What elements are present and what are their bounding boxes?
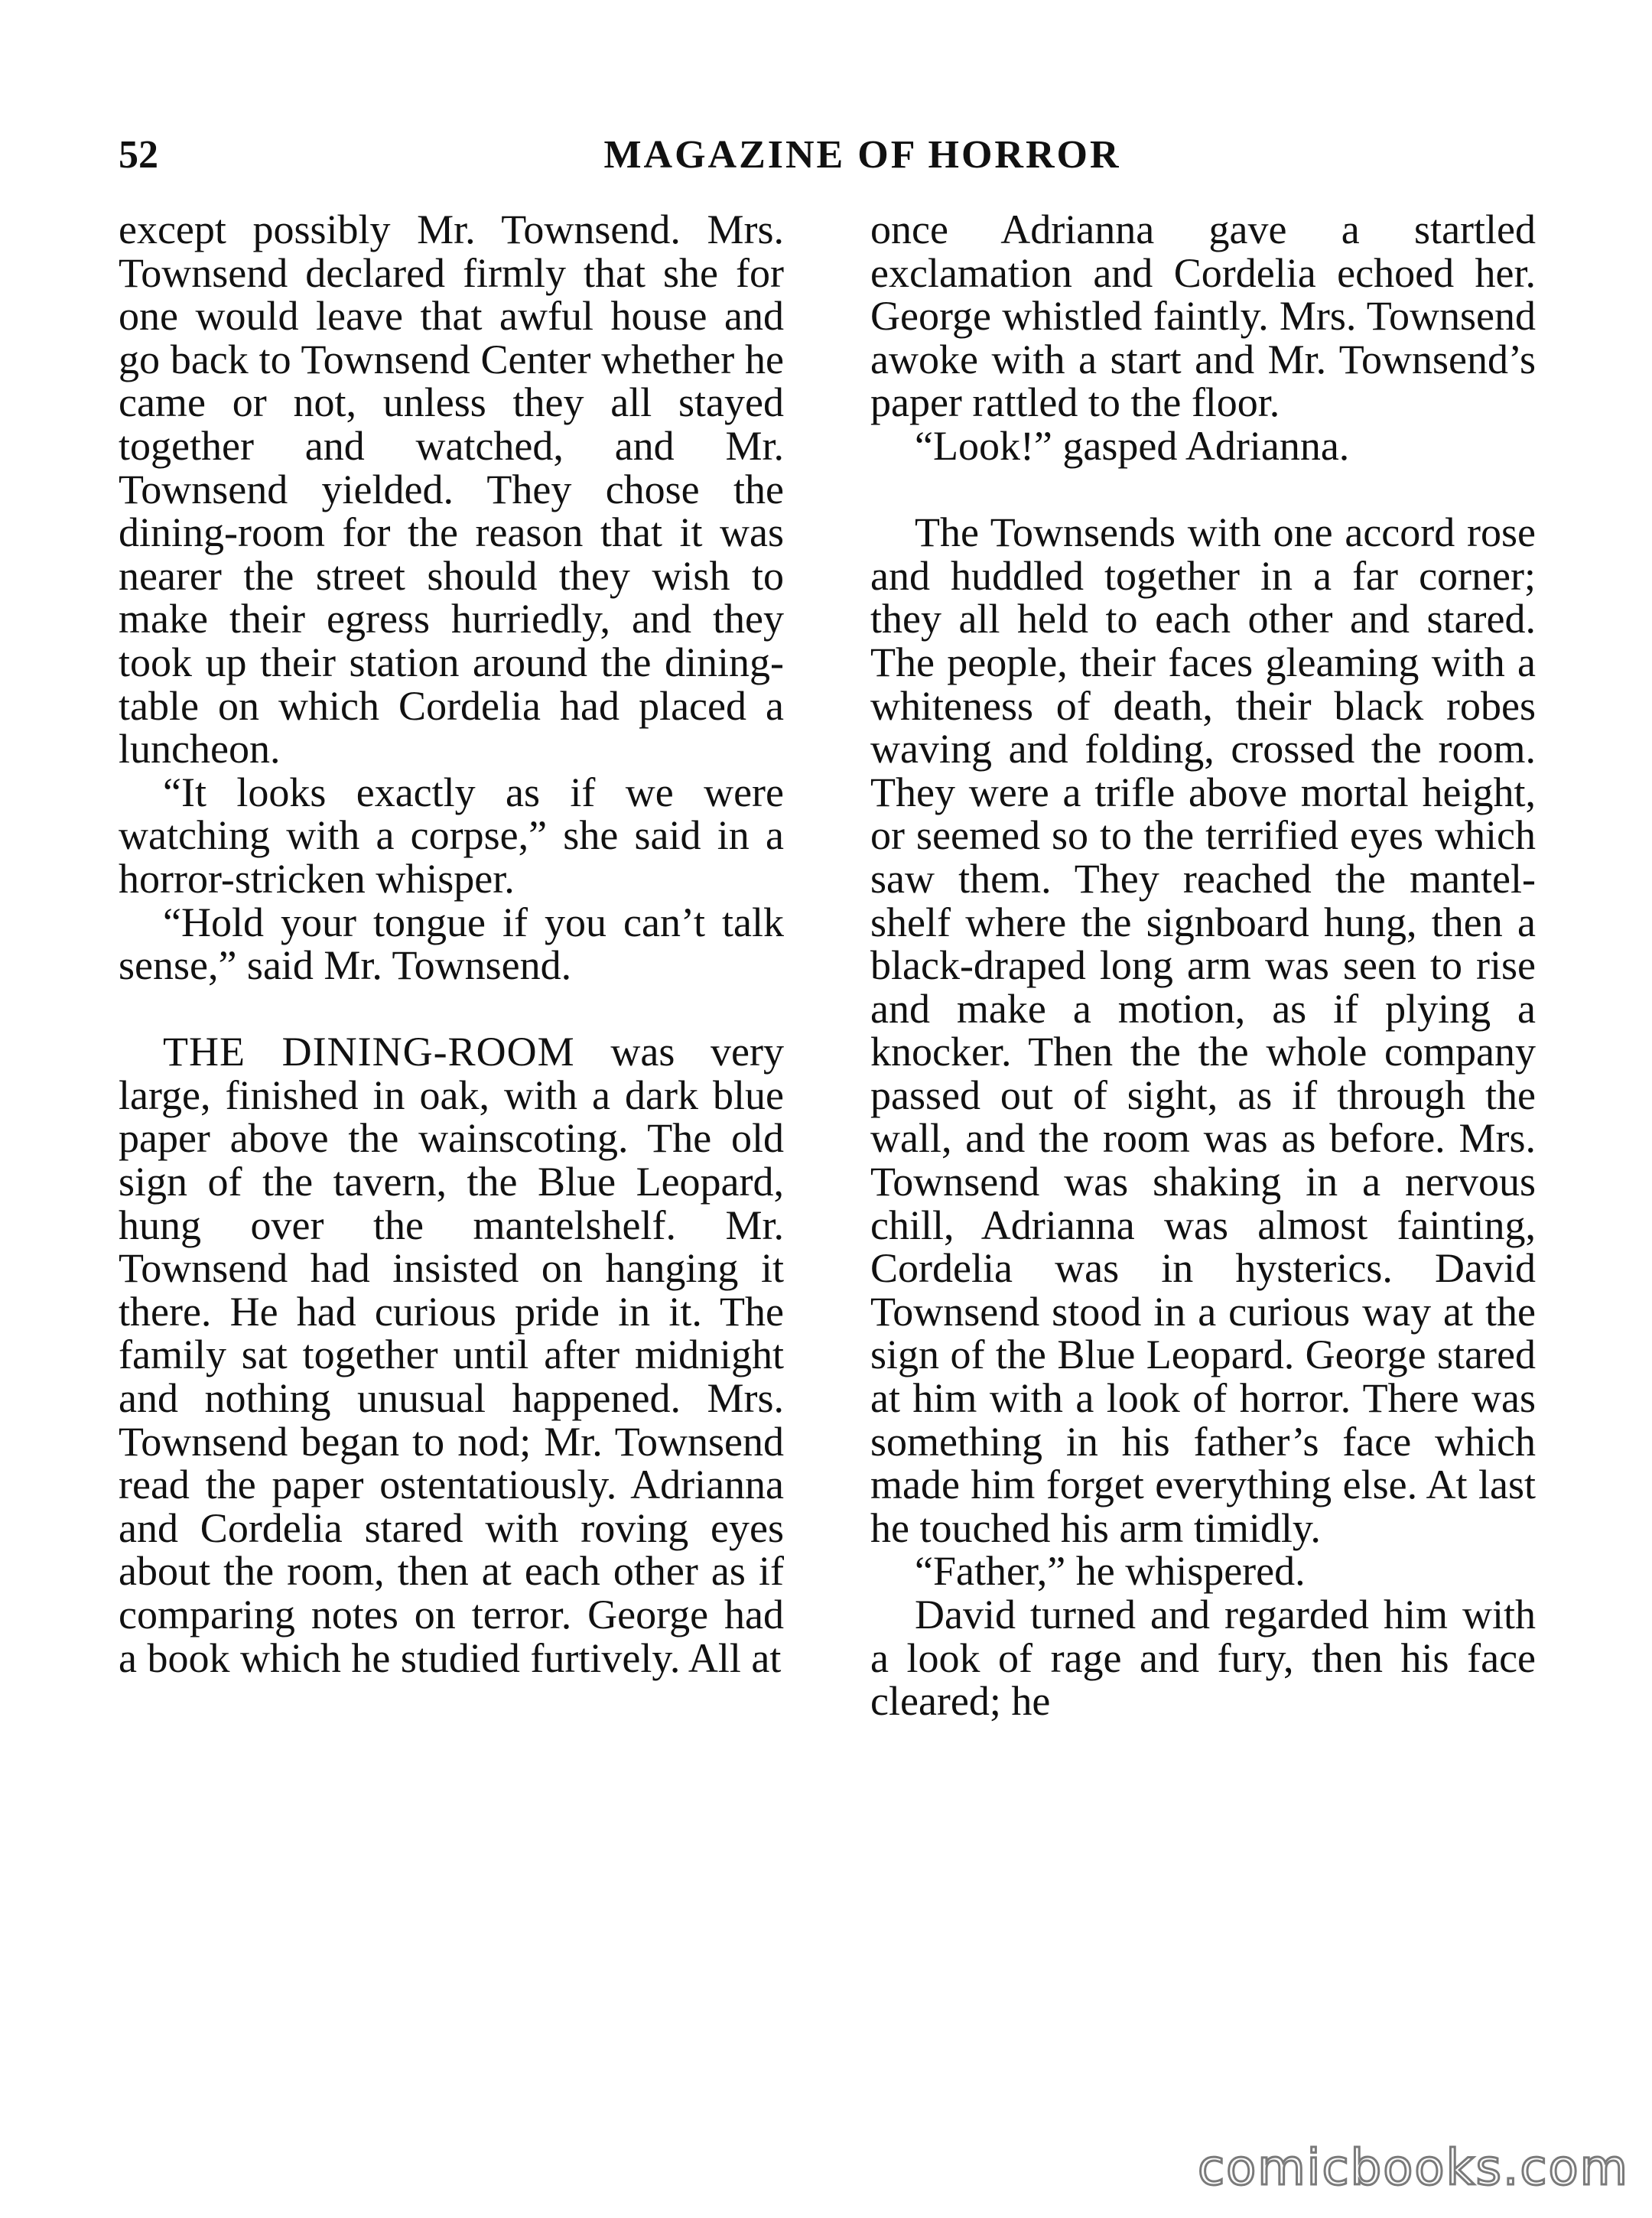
watermark-logo: comicbooks.com xyxy=(1197,2140,1629,2197)
right-text-column xyxy=(870,208,1536,1723)
section-lead: THE DINING-ROOM xyxy=(163,1029,575,1075)
paragraph: The Townsends with one accord rose and huddled together in a far corner; they all held to each other and stared. The people, their faces gleaming with a whiteness of death, their black robes waving and folding, crossed the room. They were a trifle above mortal height, or seemed so to the terrified eyes which saw them. They reached the mantel-shelf where the signboard hung, then a black-draped long arm was seen to rise and make a motion, as if plying a knocker. Then the the whole company passed out of sight, as if through the wall, and the room was as before. Mrs. Townsend was shaking in a nervous chill, Adrianna was almost fainting, Cordelia was in hysterics. David Townsend stood in a curious way at the sign of the Blue Leopard. George stared at him with a look of horror. There was something in his father’s face which made him forget everything else. At last he touched his arm timidly. xyxy=(870,509,1536,1551)
magazine-title: MAGAZINE OF HORROR xyxy=(603,133,1121,177)
running-head xyxy=(119,128,1537,182)
paragraph: David turned and regarded him with a look of rage and fury, then his face cleared; he xyxy=(870,1592,1536,1725)
page-number: 52 xyxy=(119,133,158,177)
section-paragraph-text: was very large, finished in oak, with a dark blue paper above the wainscoting. The old sign of the tavern, the Blue Leopard, hung over the mantelshelf. Mr. Townsend had insisted on hanging it there. He had curious pride in it. The family sat together until after midnight and nothing unusual happened. Mrs. Townsend began to nod; Mr. Townsend read the paper ostentatiously. Adrianna and Cordelia stared with roving eyes about the room, then at each other as if comparing notes on terror. George had a book which he studied furtively. All at xyxy=(119,1029,784,1681)
section-paragraph xyxy=(119,1030,784,1680)
paragraph: “Father,” he whispered. xyxy=(915,1548,1306,1595)
paragraph: “Look!” gasped Adrianna. xyxy=(915,422,1350,469)
left-text-column xyxy=(119,208,784,1680)
paragraph: once Adrianna gave a startled exclamation and Cordelia echoed her. George whistled faintly. Mrs. Townsend awoke with a start and Mr. Townsend’s paper rattled to the floor. xyxy=(870,207,1536,426)
paragraph: except possibly Mr. Townsend. Mrs. Townsend declared firmly that she for one would leave that awful house and go back to Townsend Center whether he came or not, unless they all stayed together and watched, and Mr. Townsend yielded. They chose the dining-room for the reason that it was nearer the street should they wish to make their egress hurriedly, and they took up their station around the dining-table on which Cordelia had placed a luncheon. xyxy=(119,207,784,772)
paragraph: “It looks exactly as if we were watching with a corpse,” she said in a horror-stricken whisper. xyxy=(119,769,784,902)
paragraph: “Hold your tongue if you can’t talk sense,” said Mr. Townsend. xyxy=(119,899,784,989)
